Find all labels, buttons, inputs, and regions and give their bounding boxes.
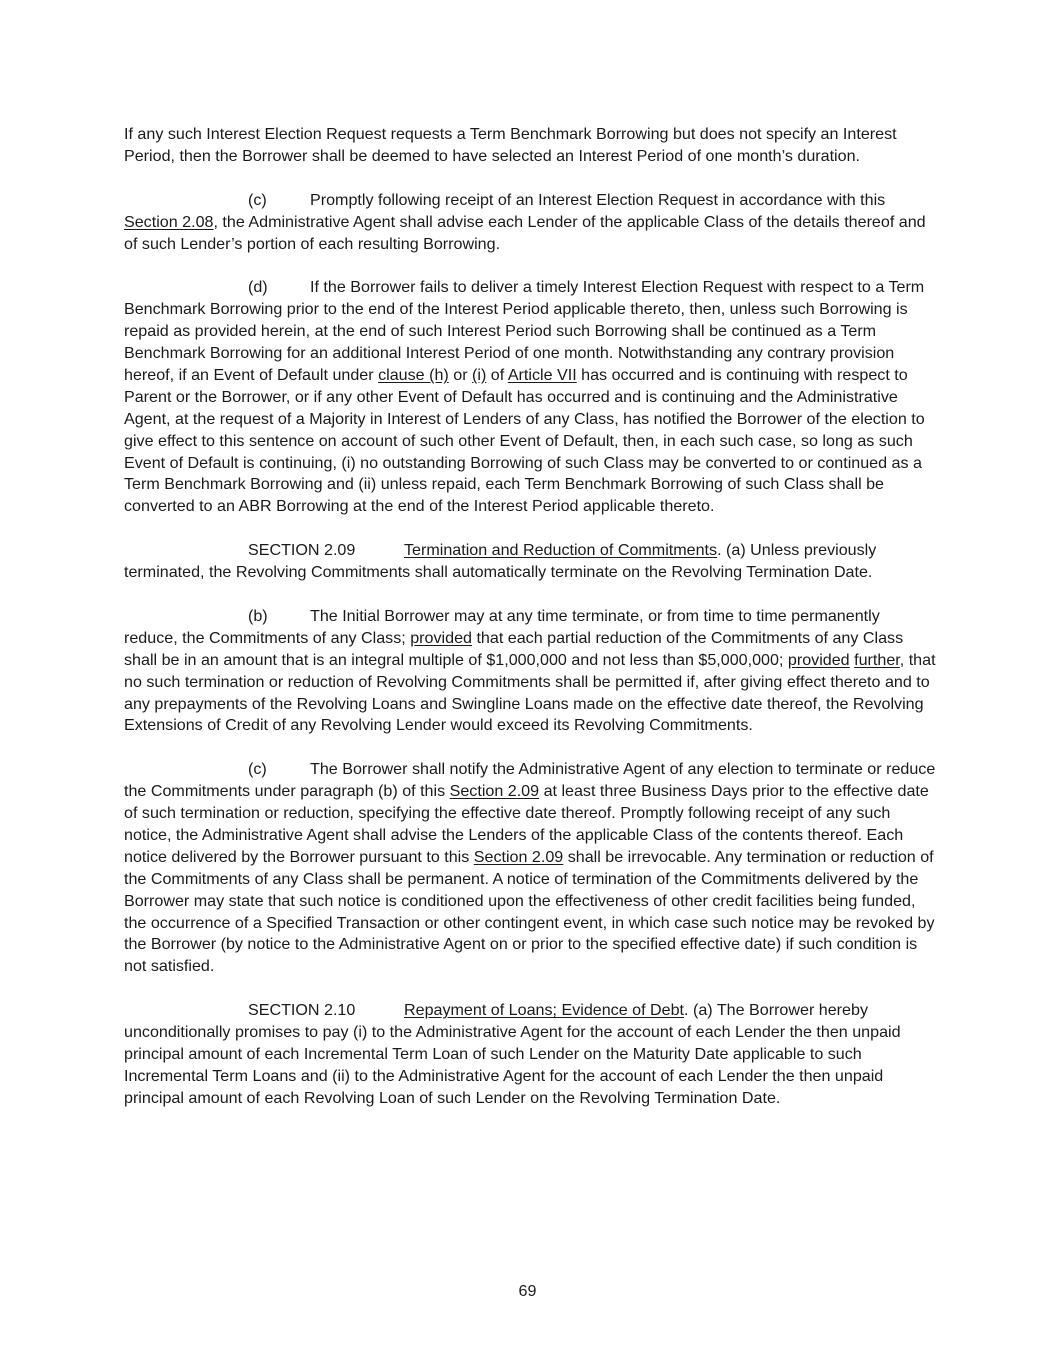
paragraph-text: If any such Interest Election Request requests a Term Benchmark Borrowing but does not specify an Interest Period, then the Borrower shall be deemed to have selected an Interest Period of one month’s duration.: [124, 125, 897, 165]
cross-reference-clause-h: clause (h): [378, 365, 449, 384]
paragraph-text: , the Administrative Agent shall advise each Lender of the applicable Class of the details thereof and of such Lender’s portion of each resulting Borrowing.: [124, 212, 926, 253]
cross-reference-article-vii: Article VII: [507, 365, 577, 384]
section-heading: Repayment of Loans; Evidence of Debt: [404, 1001, 685, 1020]
paragraph-2-09-c: [124, 759, 936, 978]
paragraph-text: of: [486, 365, 508, 384]
cross-reference-clause-i: (i): [472, 365, 487, 384]
paragraph-text: , that no such termination or reduction of Revolving Commitments shall be permitted if, after giving effect thereto and to any prepayments of the Revolving Loans and Swingline Loans made on the effective date thereof, the Revolving Extensions of Credit of any Revolving Lender would exceed its Revolving Commitments.: [124, 650, 936, 735]
paragraph-label: (c): [248, 760, 267, 779]
cross-reference-section-2-09: Section 2.09: [473, 847, 564, 866]
cross-reference-section-2-09: Section 2.09: [449, 782, 540, 801]
paragraph-text: The Borrower shall notify the Administrative Agent of any election to terminate or reduce the Commitments under paragraph (b) of this: [124, 760, 936, 801]
page-number: 69: [518, 1282, 537, 1300]
paragraph-interest-election-continuation: [124, 124, 936, 168]
section-number: SECTION 2.09: [248, 541, 356, 560]
paragraph-label: (d): [248, 278, 268, 297]
paragraph-text: has occurred and is continuing with respect to Parent or the Borrower, or if any other Event of Default has occurred and is continuing and the Administrative Agent, at the request of a Majority in Interest of Lenders of any Class, has notified the Borrower of the election to give effect to this sentence on account of such other Event of Default, then, in each such case, so long as such Event of Default is continuing, (i) no outstanding Borrowing of such Class may be converted to or continued as a Term Benchmark Borrowing and (ii) unless repaid, each Term Benchmark Borrowing of such Class shall be converted to an ABR Borrowing at the end of the Interest Period applicable thereto.: [124, 365, 925, 516]
document-body: [124, 124, 936, 1132]
paragraph-text: The Initial Borrower may at any time terminate, or from time to time permanently reduce, the Commitments of any Class;: [124, 606, 880, 647]
paragraph-text: at least three Business Days prior to the effective date of such termination or reduction, specifying the effective date thereof. Promptly following receipt of any such notice, the Administrative Agent shall advise the Lenders of the applicable Class of the contents thereof. Each notice delivered by the Borrower pursuant to this: [124, 782, 929, 866]
paragraph-label: (b): [248, 606, 268, 625]
emphasis-provided: provided: [787, 650, 850, 669]
emphasis-further: further: [854, 650, 900, 669]
paragraph-text: or: [448, 365, 473, 384]
paragraph-text: Promptly following receipt of an Interest Election Request in accordance with this: [310, 190, 886, 209]
paragraph-text: shall be irrevocable. Any termination or reduction of the Commitments of any Class shall be permanent. A notice of termination of the Commitments delivered by the Borrower may state that such notice is conditioned upon the effectiveness of other credit facilities being funded, the occurrence of a Specified Transaction or other contingent event, in which case such notice may be revoked by the Borrower (by notice to the Administrative Agent on or prior to the specified effective date) if such condition is not satisfied.: [124, 847, 935, 976]
section-number: SECTION 2.10: [248, 1001, 356, 1020]
emphasis-provided: provided: [410, 628, 472, 647]
cross-reference-section-2-08: Section 2.08: [124, 212, 214, 231]
paragraph-text: If the Borrower fails to deliver a timely Interest Election Request with respect to a Term Benchmark Borrowing prior to the end of the Interest Period applicable thereto, then, unless such Borrowing is repaid as provided herein, at the end of such Interest Period such Borrowing shall be continued as a Term Benchmark Borrowing for an additional Interest Period of one month. Notwithstanding any contrary provision hereof, if an Event of Default under: [124, 278, 925, 384]
paragraph-2-09-b: [124, 606, 936, 737]
paragraph-2-08-c: [124, 190, 936, 256]
paragraph-text: . (a) Unless previously terminated, the Revolving Commitments shall automatically terminate on the Revolving Termination Date.: [124, 541, 877, 582]
section-heading: Termination and Reduction of Commitments: [404, 541, 718, 560]
paragraph-label: (c): [248, 190, 267, 209]
paragraph-text: . (a) The Borrower hereby unconditionally promises to pay (i) to the Administrative Agent for the account of each Lender the then unpaid principal amount of each Incremental Term Loan of such Lender on the Maturity Date applicable to such Incremental Term Loans and (ii) to the Administrative Agent for the account of each Lender the then unpaid principal amount of each Revolving Loan of such Lender on the Revolving Termination Date.: [124, 1001, 901, 1107]
paragraph-text: that each partial reduction of the Commitments of any Class shall be in an amount that is an integral multiple of $1,000,000 and not less than $5,000,000;: [124, 628, 904, 669]
section-2-09-heading-paragraph: [124, 540, 936, 584]
paragraph-2-08-d: [124, 277, 936, 518]
section-2-10-heading-paragraph: [124, 1000, 936, 1110]
